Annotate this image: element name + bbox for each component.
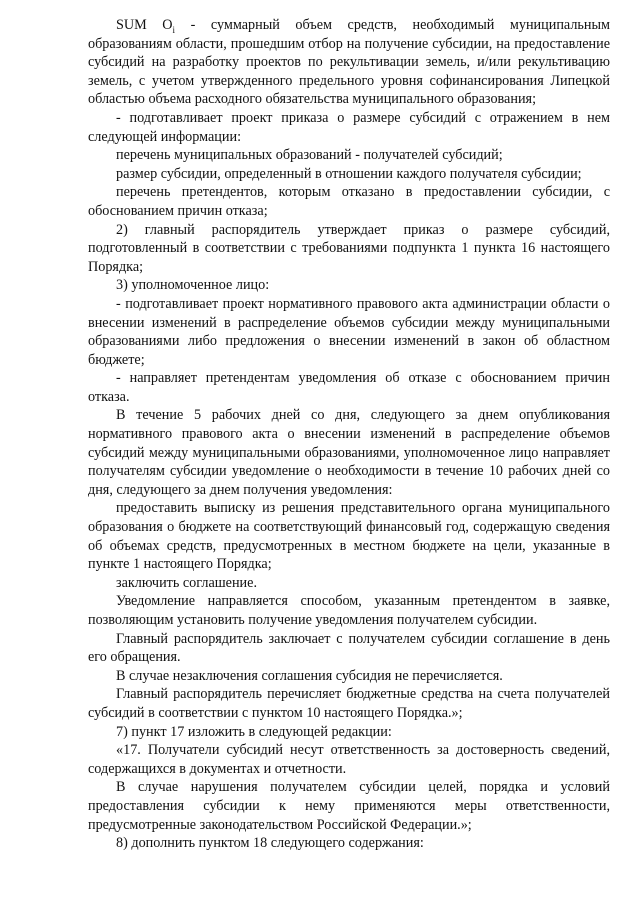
paragraph: 8) дополнить пунктом 18 следующего содержания:: [116, 835, 424, 852]
formula-description: - суммарный объем средств, необходимый муниципальным образованиям области, прошедшим отбор на получение субсидии, на предоставление субсидий на разработку проектов по рекультивации земель, и/или рекультивацию земель, с учетом утвержденного предельного уровня софинансирования Липецкой областью объема расходного обязательства муниципального образования;: [88, 17, 610, 108]
paragraph: «17. Получатели субсидий несут ответственность за достоверность сведений, содержащихся в документах и отчетности.: [88, 742, 610, 777]
paragraph: - направляет претендентам уведомления об отказе с обоснованием причин отказа.: [88, 370, 610, 405]
formula-symbol: SUM O: [116, 17, 173, 33]
paragraph: Главный распорядитель заключает с получателем субсидии соглашение в день его обращения.: [88, 630, 610, 666]
paragraph: заключить соглашение.: [116, 574, 257, 591]
paragraph: 3) уполномоченное лицо:: [116, 277, 270, 294]
paragraph: 7) пункт 17 изложить в следующей редакции:: [116, 723, 392, 740]
paragraph: перечень муниципальных образований - получателей субсидий;: [116, 147, 503, 164]
paragraph: - подготавливает проект нормативного правового акта администрации области о внесении изменений в распределение объемов субсидии между муниципальными образованиями либо предложения о внесении изменений в закон об областном бюджете;: [88, 295, 610, 368]
paragraph: предоставить выписку из решения представительного органа муниципального образования о бюджете на соответствующий финансовый год, содержащую сведения об объемах средств, предусмотренных в местном бюджете на цели, указанные в пункте 1 настоящего Порядка;: [88, 500, 610, 573]
paragraph: Уведомление направляется способом, указанным претендентом в заявке, позволяющим установить получение уведомления получателем субсидии.: [88, 593, 610, 628]
paragraph: размер субсидии, определенный в отношении каждого получателя субсидии;: [116, 165, 582, 182]
paragraph: В случае нарушения получателем субсидии целей, порядка и условий предоставления субсидии к нему применяются меры ответственности, предусмотренные законодательством Российской Федерации.»;: [88, 779, 610, 833]
paragraph: 2) главный распорядитель утверждает приказ о размере субсидий, подготовленный в соответствии с требованиями подпункта 1 пункта 16 настоящего Порядка;: [88, 221, 610, 275]
paragraph: - подготавливает проект приказа о размере субсидий с отражением в нем следующей информации:: [88, 109, 610, 145]
formula-subscript: i: [172, 24, 176, 35]
paragraph-sum-formula: [88, 16, 610, 109]
paragraph: Главный распорядитель перечисляет бюджетные средства на счета получателей субсидий в соответствии с пунктом 10 настоящего Порядка.»;: [88, 686, 610, 721]
document-page: [88, 16, 610, 853]
paragraph: В течение 5 рабочих дней со дня, следующего за днем опубликования нормативного правового акта о внесении изменений в распределение объемов субсидий между муниципальными образованиями, уполномоченное лицо направляет получателям субсидии уведомление о необходимости в течение 10 рабочих дней со дня, следующего за днем получения уведомления:: [88, 407, 610, 498]
paragraph: В случае незаключения соглашения субсидия не перечисляется.: [116, 667, 503, 684]
paragraph: перечень претендентов, которым отказано в предоставлении субсидии, с обоснованием причин отказа;: [88, 184, 610, 219]
